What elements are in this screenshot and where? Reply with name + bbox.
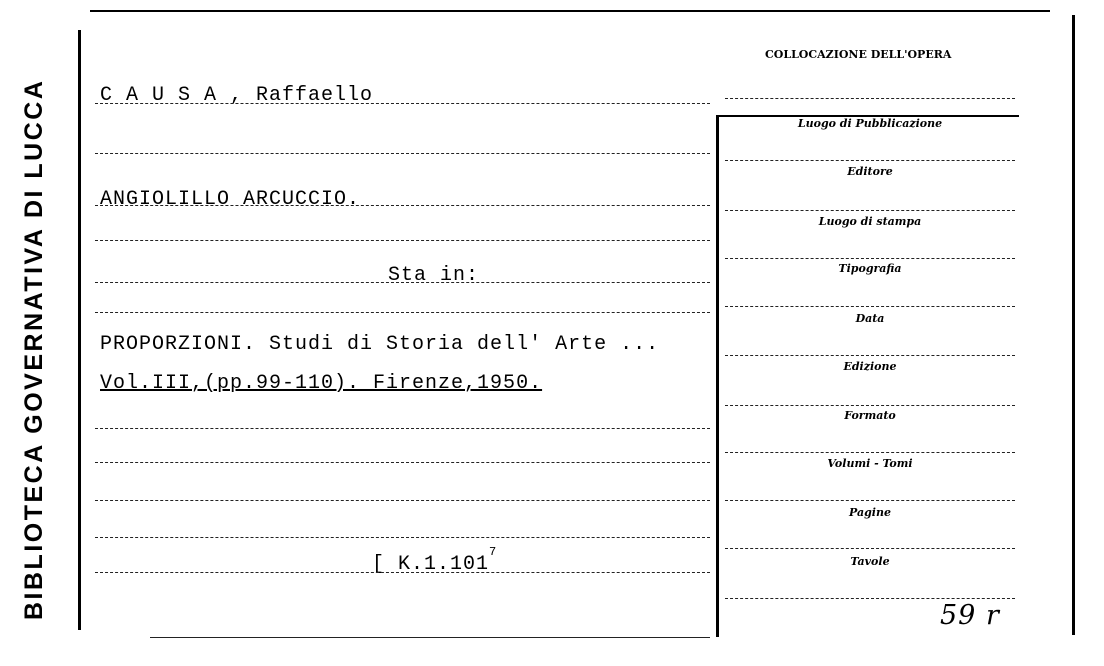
- box-rule-9: [725, 548, 1015, 549]
- box-rule-7: [725, 452, 1015, 453]
- sta-in-label: Sta in:: [388, 264, 480, 287]
- field-format: Formato: [844, 409, 896, 422]
- work-title: ANGIOLILLO ARCUCCIO.: [100, 188, 361, 211]
- field-publication-place: Luogo di Pubblicazione: [797, 117, 943, 130]
- box-rule-6: [725, 405, 1015, 406]
- handwritten-number: 59 r: [940, 600, 1000, 631]
- rule-8: [95, 462, 710, 463]
- field-plates: Tavole: [850, 555, 890, 568]
- author: C A U S A , Raffaello: [100, 84, 374, 107]
- field-volumes: Volumi - Tomi: [827, 457, 913, 470]
- rule-10: [95, 537, 710, 538]
- box-rule-3: [725, 258, 1015, 259]
- right-border: [1072, 15, 1075, 635]
- field-typography: Tipografia: [838, 262, 902, 275]
- field-publisher: Editore: [847, 165, 893, 178]
- rule-5: [95, 282, 710, 283]
- left-border: [78, 30, 81, 630]
- box-rule-8: [725, 500, 1015, 501]
- box-rule-0: [725, 98, 1015, 99]
- rule-6: [95, 312, 710, 313]
- box-rule-5: [725, 355, 1015, 356]
- shelfmark-text: [ K.1.101: [372, 553, 490, 576]
- field-edition: Edizione: [843, 360, 897, 373]
- rule-2: [95, 153, 710, 154]
- box-rule-2: [725, 210, 1015, 211]
- rule-7: [95, 428, 710, 429]
- source-line-1: PROPORZIONI. Studi di Storia dell' Arte ...: [100, 333, 660, 356]
- top-border: [90, 10, 1050, 12]
- rule-3: [95, 205, 710, 206]
- rule-11: [95, 572, 710, 573]
- rule-9: [95, 500, 710, 501]
- field-pages: Pagine: [849, 506, 891, 519]
- library-name: BIBLIOTECA GOVERNATIVA DI LUCCA: [20, 78, 48, 620]
- collocation-header: COLLOCAZIONE DELL'OPERA: [765, 48, 952, 61]
- field-date: Data: [855, 312, 885, 325]
- box-rule-4: [725, 306, 1015, 307]
- field-print-place: Luogo di stampa: [818, 215, 922, 228]
- source-line-2: Vol.III,(pp.99-110). Firenze,1950.: [100, 372, 543, 395]
- box-rule-1: [725, 160, 1015, 161]
- rule-4: [95, 240, 710, 241]
- box-rule-10: [725, 598, 1015, 599]
- shelfmark-superscript: 7: [489, 545, 498, 559]
- rule-12: [150, 637, 710, 638]
